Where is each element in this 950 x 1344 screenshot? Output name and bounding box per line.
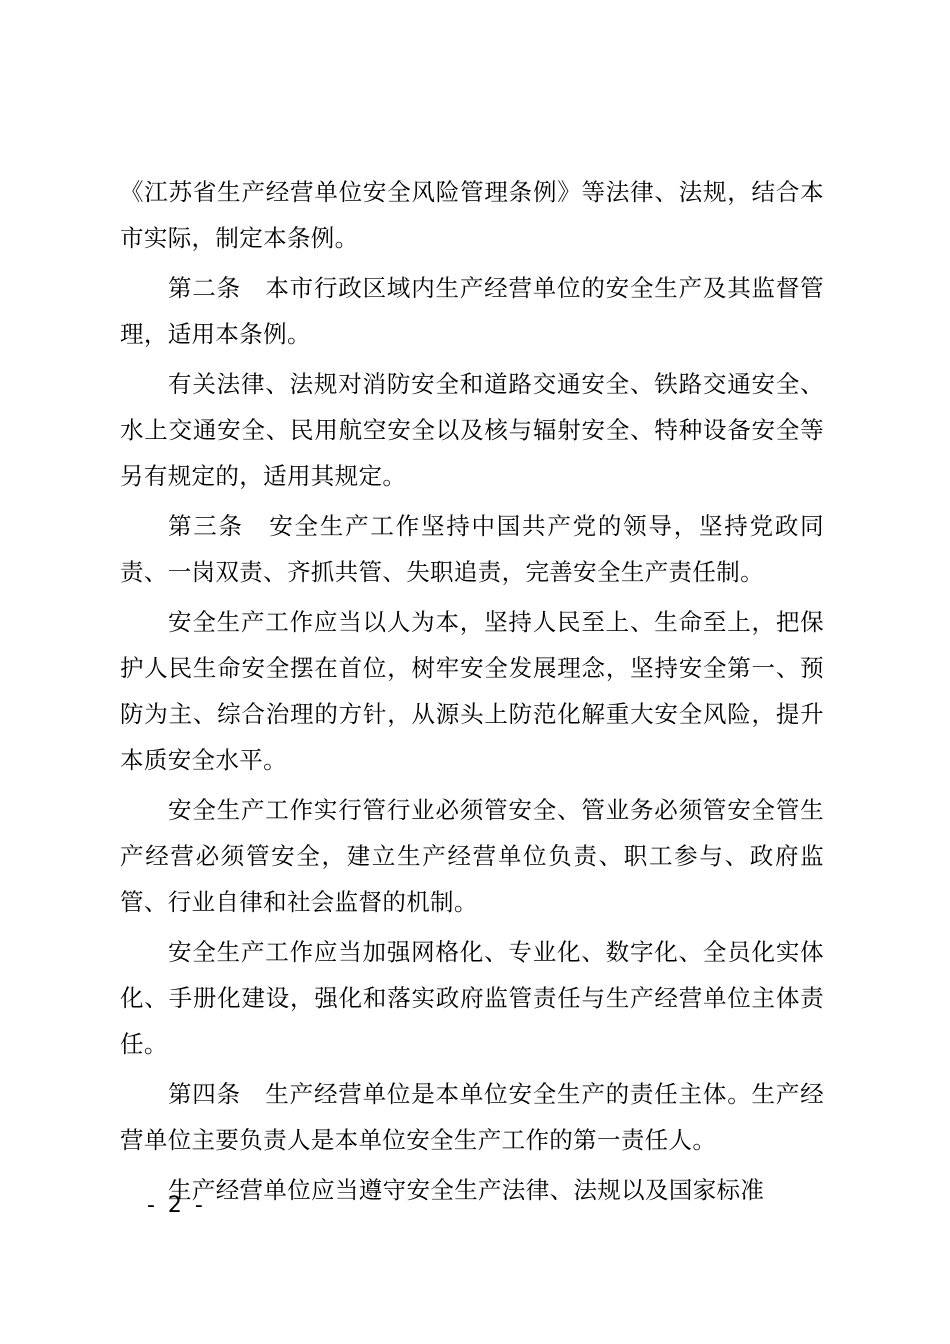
article-number: 第四条 bbox=[168, 1080, 241, 1108]
paragraph-text: 安全生产工作坚持中国共产党的领导，坚持党政同责、一岗双责、齐抓共管、失职追责，完善安全生产责任制。 bbox=[120, 512, 824, 586]
paragraph-text: 本市行政区域内生产经营单位的安全生产及其监督管理，适用本条例。 bbox=[120, 274, 824, 348]
paragraph-9 bbox=[120, 1167, 824, 1213]
paragraph-text: 安全生产工作应当加强网格化、专业化、数字化、全员化实体化、手册化建设，强化和落实政府监管责任与生产经营单位主体责任。 bbox=[120, 938, 824, 1058]
page-number: - 2 - bbox=[147, 1193, 206, 1218]
paragraph-article-4 bbox=[120, 1071, 824, 1163]
paragraph-5 bbox=[120, 599, 824, 783]
document-page bbox=[120, 169, 824, 1217]
paragraph-1 bbox=[120, 169, 824, 261]
paragraph-article-2 bbox=[120, 265, 824, 357]
paragraph-6 bbox=[120, 787, 824, 925]
paragraph-article-3 bbox=[120, 503, 824, 595]
paragraph-text: 安全生产工作实行管行业必须管安全、管业务必须管安全管生产经营必须管安全，建立生产经营单位负责、职工参与、政府监管、行业自律和社会监督的机制。 bbox=[120, 796, 824, 916]
paragraph-text: 安全生产工作应当以人为本，坚持人民至上、生命至上，把保护人民生命安全摆在首位，树牢安全发展理念，坚持安全第一、预防为主、综合治理的方针，从源头上防范化解重大安全风险，提升本质安全水平。 bbox=[120, 608, 824, 774]
paragraph-text: 《江苏省生产经营单位安全风险管理条例》等法律、法规，结合本市实际，制定本条例。 bbox=[120, 178, 824, 252]
paragraph-text: 生产经营单位是本单位安全生产的责任主体。生产经营单位主要负责人是本单位安全生产工作的第一责任人。 bbox=[120, 1080, 824, 1154]
paragraph-7 bbox=[120, 929, 824, 1067]
paragraph-text: 有关法律、法规对消防安全和道路交通安全、铁路交通安全、水上交通安全、民用航空安全以及核与辐射安全、特种设备安全等另有规定的，适用其规定。 bbox=[120, 370, 824, 490]
article-number: 第三条 bbox=[168, 512, 244, 540]
article-number: 第二条 bbox=[168, 274, 241, 302]
paragraph-text: 生产经营单位应当遵守安全生产法律、法规以及国家标准 bbox=[168, 1176, 765, 1204]
paragraph-3 bbox=[120, 361, 824, 499]
